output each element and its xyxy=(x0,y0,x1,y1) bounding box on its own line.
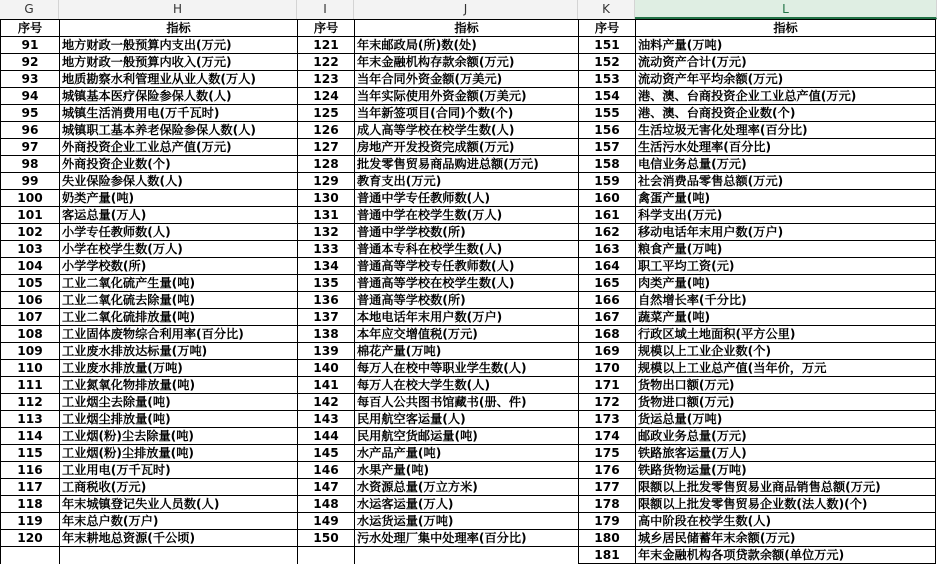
cell-k[interactable]: 158 xyxy=(579,156,636,173)
cell-l[interactable]: 铁路旅客运量(万人) xyxy=(636,445,936,462)
cell-k[interactable]: 167 xyxy=(579,309,636,326)
cell-j[interactable]: 棉花产量(万吨) xyxy=(355,343,579,360)
cell-g[interactable]: 103 xyxy=(1,241,60,258)
cell-l[interactable]: 自然增长率(千分比) xyxy=(636,292,936,309)
cell-h[interactable]: 工业二氧化硫去除量(吨) xyxy=(60,292,298,309)
table-row xyxy=(1,326,936,343)
cell-l[interactable]: 限额以上批发零售贸易业商品销售总额(万元) xyxy=(636,479,936,496)
cell-i[interactable]: 138 xyxy=(298,326,355,343)
cell-g[interactable]: 95 xyxy=(1,105,60,122)
cell-g[interactable]: 91 xyxy=(1,37,60,54)
cell-j[interactable]: 普通本专科在校学生数(人) xyxy=(355,241,579,258)
cell-g[interactable]: 107 xyxy=(1,309,60,326)
cell-g[interactable]: 110 xyxy=(1,360,60,377)
table-row xyxy=(1,71,936,88)
table-row xyxy=(1,428,936,445)
empty-cell-g[interactable] xyxy=(1,547,60,564)
cell-i[interactable]: 121 xyxy=(298,37,355,54)
cell-k[interactable]: 162 xyxy=(579,224,636,241)
cell-h[interactable]: 工业烟(粉)尘排放量(吨) xyxy=(60,445,298,462)
column-header-i[interactable]: I xyxy=(297,0,354,19)
cell-l[interactable]: 禽蛋产量(吨) xyxy=(636,190,936,207)
cell-l[interactable]: 货物进口额(万元) xyxy=(636,394,936,411)
cell-i[interactable]: 146 xyxy=(298,462,355,479)
column-header-l[interactable]: L xyxy=(635,0,937,19)
cell-j[interactable]: 水运货运量(万吨) xyxy=(355,513,579,530)
cell-i[interactable]: 147 xyxy=(298,479,355,496)
cell-l[interactable]: 港、澳、台商投资企业数(个) xyxy=(636,105,936,122)
cell-g[interactable]: 101 xyxy=(1,207,60,224)
cell-j[interactable]: 水运客运量(万人) xyxy=(355,496,579,513)
cell-g[interactable]: 105 xyxy=(1,275,60,292)
cell-h[interactable]: 年末城镇登记失业人员数(人) xyxy=(60,496,298,513)
table-row xyxy=(1,207,936,224)
cell-h[interactable]: 小学专任教师数(人) xyxy=(60,224,298,241)
header-cell-g[interactable]: 序号 xyxy=(1,20,60,37)
cell-g[interactable]: 117 xyxy=(1,479,60,496)
cell-l[interactable]: 城乡居民储蓄年末余额(万元) xyxy=(636,530,936,547)
cell-h[interactable]: 小学在校学生数(万人) xyxy=(60,241,298,258)
table-row xyxy=(1,479,936,496)
cell-h[interactable]: 工业烟(粉)尘去除量(吨) xyxy=(60,428,298,445)
cell-k[interactable]: 178 xyxy=(579,496,636,513)
cell-j[interactable]: 房地产开发投资完成额(万元) xyxy=(355,139,579,156)
cell-g[interactable]: 92 xyxy=(1,54,60,71)
cell-l[interactable]: 油料产量(万吨) xyxy=(636,37,936,54)
cell-i[interactable]: 129 xyxy=(298,173,355,190)
cell-j[interactable]: 每百人公共图书馆藏书(册、件) xyxy=(355,394,579,411)
column-header-bar xyxy=(0,0,937,20)
cell-h[interactable]: 外商投资企业数(个) xyxy=(60,156,298,173)
cell-i[interactable]: 124 xyxy=(298,88,355,105)
table-row xyxy=(1,343,936,360)
cell-h[interactable]: 地质勘察水利管理业从业人数(万人) xyxy=(60,71,298,88)
cell-g[interactable]: 94 xyxy=(1,88,60,105)
cell-k[interactable]: 159 xyxy=(579,173,636,190)
cell-k[interactable]: 160 xyxy=(579,190,636,207)
table-row xyxy=(1,139,936,156)
cell-k[interactable]: 152 xyxy=(579,54,636,71)
cell-g[interactable]: 102 xyxy=(1,224,60,241)
cell-k[interactable]: 175 xyxy=(579,445,636,462)
cell-h[interactable]: 年末总户数(万户) xyxy=(60,513,298,530)
cell-j[interactable]: 当年新签项目(合同)个数(个) xyxy=(355,105,579,122)
cell-i[interactable]: 130 xyxy=(298,190,355,207)
cell-k[interactable]: 177 xyxy=(579,479,636,496)
table-row xyxy=(1,88,936,105)
cell-l[interactable]: 生活污水处理率(百分比) xyxy=(636,139,936,156)
column-header-k[interactable]: K xyxy=(578,0,635,19)
table-row xyxy=(1,122,936,139)
cell-i[interactable]: 128 xyxy=(298,156,355,173)
cell-g[interactable]: 99 xyxy=(1,173,60,190)
cell-k[interactable]: 153 xyxy=(579,71,636,88)
cell-l[interactable]: 流动资产合计(万元) xyxy=(636,54,936,71)
cell-i[interactable]: 123 xyxy=(298,71,355,88)
cell-l[interactable]: 港、澳、台商投资企业工业总产值(万元) xyxy=(636,88,936,105)
cell-h[interactable]: 工业废水排放达标量(万吨) xyxy=(60,343,298,360)
cell-i[interactable]: 137 xyxy=(298,309,355,326)
table-row xyxy=(1,275,936,292)
table-row xyxy=(1,445,936,462)
cell-l[interactable]: 肉类产量(吨) xyxy=(636,275,936,292)
table-row xyxy=(1,292,936,309)
cell-h[interactable]: 工业固体废物综合利用率(百分比) xyxy=(60,326,298,343)
cell-g[interactable]: 96 xyxy=(1,122,60,139)
table-row xyxy=(1,309,936,326)
cell-g[interactable]: 120 xyxy=(1,530,60,547)
table-row xyxy=(1,105,936,122)
table-row xyxy=(1,37,936,54)
cell-k[interactable]: 168 xyxy=(579,326,636,343)
cell-l[interactable]: 职工平均工资(元) xyxy=(636,258,936,275)
cell-i[interactable]: 122 xyxy=(298,54,355,71)
cell-i[interactable]: 135 xyxy=(298,275,355,292)
cell-l[interactable]: 铁路货物运量(万吨) xyxy=(636,462,936,479)
cell-g[interactable]: 93 xyxy=(1,71,60,88)
cell-j[interactable]: 普通中学在校学生数(万人) xyxy=(355,207,579,224)
cell-g[interactable]: 114 xyxy=(1,428,60,445)
cell-h[interactable]: 工业废水排放量(万吨) xyxy=(60,360,298,377)
cell-h[interactable]: 工业用电(万千瓦时) xyxy=(60,462,298,479)
table-row xyxy=(1,190,936,207)
header-cell-i[interactable]: 序号 xyxy=(298,20,355,37)
cell-i[interactable]: 126 xyxy=(298,122,355,139)
cell-i[interactable]: 150 xyxy=(298,530,355,547)
cell-i[interactable]: 133 xyxy=(298,241,355,258)
cell-i[interactable]: 134 xyxy=(298,258,355,275)
table-row-extra xyxy=(1,547,936,564)
cell-i[interactable]: 143 xyxy=(298,411,355,428)
cell-i[interactable]: 127 xyxy=(298,139,355,156)
cell-k[interactable]: 163 xyxy=(579,241,636,258)
data-table xyxy=(0,19,936,564)
cell-g[interactable]: 109 xyxy=(1,343,60,360)
cell-j[interactable]: 年末邮政局(所)数(处) xyxy=(355,37,579,54)
cell-k[interactable]: 161 xyxy=(579,207,636,224)
cell-i[interactable]: 125 xyxy=(298,105,355,122)
cell-j[interactable]: 批发零售贸易商品购进总额(万元) xyxy=(355,156,579,173)
cell-j[interactable]: 污水处理厂集中处理率(百分比) xyxy=(355,530,579,547)
cell-j[interactable]: 普通高等学校数(所) xyxy=(355,292,579,309)
column-header-g[interactable]: G xyxy=(0,0,59,19)
cell-k[interactable]: 154 xyxy=(579,88,636,105)
cell-j[interactable]: 本地电话年末用户数(万户) xyxy=(355,309,579,326)
cell-l[interactable]: 科学支出(万元) xyxy=(636,207,936,224)
table-row xyxy=(1,496,936,513)
cell-h[interactable]: 地方财政一般预算内支出(万元) xyxy=(60,37,298,54)
cell-k[interactable]: 151 xyxy=(579,37,636,54)
cell-h[interactable]: 工业二氧化硫排放量(吨) xyxy=(60,309,298,326)
cell-l[interactable]: 规模以上工业总产值(当年价，万元 xyxy=(636,360,936,377)
cell-k[interactable]: 171 xyxy=(579,377,636,394)
empty-cell-i[interactable] xyxy=(298,547,355,564)
cell-j[interactable]: 民用航空客运量(人) xyxy=(355,411,579,428)
cell-j[interactable]: 当年实际使用外资金额(万美元) xyxy=(355,88,579,105)
cell-h[interactable]: 工商税收(万元) xyxy=(60,479,298,496)
header-cell-l[interactable]: 指标 xyxy=(636,20,936,37)
header-cell-h[interactable]: 指标 xyxy=(60,20,298,37)
cell-h[interactable]: 工业烟尘去除量(吨) xyxy=(60,394,298,411)
cell-h[interactable]: 工业烟尘排放量(吨) xyxy=(60,411,298,428)
cell-k[interactable]: 164 xyxy=(579,258,636,275)
cell-h[interactable]: 地方财政一般预算内收入(万元) xyxy=(60,54,298,71)
cell-k[interactable]: 157 xyxy=(579,139,636,156)
cell-j[interactable]: 普通高等学校在校学生数(人) xyxy=(355,275,579,292)
cell-l[interactable]: 高中阶段在校学生数(人) xyxy=(636,513,936,530)
cell-l[interactable]: 蔬菜产量(吨) xyxy=(636,309,936,326)
table-row xyxy=(1,258,936,275)
cell-i[interactable]: 140 xyxy=(298,360,355,377)
cell-g[interactable]: 98 xyxy=(1,156,60,173)
cell-g[interactable]: 115 xyxy=(1,445,60,462)
table-row xyxy=(1,54,936,71)
cell-j[interactable]: 本年应交增值税(万元) xyxy=(355,326,579,343)
cell-i[interactable]: 142 xyxy=(298,394,355,411)
cell-k[interactable]: 169 xyxy=(579,343,636,360)
cell-h[interactable]: 工业二氧化硫产生量(吨) xyxy=(60,275,298,292)
cell-g[interactable]: 106 xyxy=(1,292,60,309)
cell-g[interactable]: 111 xyxy=(1,377,60,394)
cell-j[interactable]: 普通中学专任教师数(人) xyxy=(355,190,579,207)
cell-g[interactable]: 116 xyxy=(1,462,60,479)
cell-l[interactable]: 行政区域土地面积(平方公里) xyxy=(636,326,936,343)
cell-j[interactable]: 每万人在校中等职业学生数(人) xyxy=(355,360,579,377)
cell-i[interactable]: 131 xyxy=(298,207,355,224)
cell-g[interactable]: 119 xyxy=(1,513,60,530)
cell-h[interactable]: 城镇基本医疗保险参保人数(人) xyxy=(60,88,298,105)
cell-i[interactable]: 136 xyxy=(298,292,355,309)
cell-j[interactable]: 成人高等学校在校学生数(人) xyxy=(355,122,579,139)
table-row xyxy=(1,173,936,190)
cell-l[interactable]: 货物出口额(万元) xyxy=(636,377,936,394)
table-row xyxy=(1,224,936,241)
cell-j[interactable]: 民用航空货邮运量(吨) xyxy=(355,428,579,445)
cell-k[interactable]: 165 xyxy=(579,275,636,292)
cell-l[interactable]: 限额以上批发零售贸易企业数(法人数)(个) xyxy=(636,496,936,513)
cell-j[interactable]: 水产品产量(吨) xyxy=(355,445,579,462)
cell-j[interactable]: 教育支出(万元) xyxy=(355,173,579,190)
table-row xyxy=(1,360,936,377)
cell-j[interactable]: 每万人在校大学生数(人) xyxy=(355,377,579,394)
column-header-j[interactable]: J xyxy=(354,0,578,19)
cell-l[interactable]: 电信业务总量(万元) xyxy=(636,156,936,173)
cell-k[interactable]: 180 xyxy=(579,530,636,547)
cell-j[interactable]: 年末金融机构存款余额(万元) xyxy=(355,54,579,71)
cell-k[interactable]: 155 xyxy=(579,105,636,122)
cell-k[interactable]: 181 xyxy=(579,547,636,564)
cell-j[interactable]: 水果产量(吨) xyxy=(355,462,579,479)
cell-l[interactable]: 流动资产年平均余额(万元) xyxy=(636,71,936,88)
cell-l[interactable]: 生活垃圾无害化处理率(百分比) xyxy=(636,122,936,139)
cell-k[interactable]: 176 xyxy=(579,462,636,479)
cell-j[interactable]: 普通高等学校专任教师数(人) xyxy=(355,258,579,275)
cell-k[interactable]: 172 xyxy=(579,394,636,411)
cell-h[interactable]: 失业保险参保人数(人) xyxy=(60,173,298,190)
cell-i[interactable]: 148 xyxy=(298,496,355,513)
cell-l[interactable]: 社会消费品零售总额(万元) xyxy=(636,173,936,190)
cell-k[interactable]: 156 xyxy=(579,122,636,139)
table-row xyxy=(1,394,936,411)
cell-l[interactable]: 邮政业务总量(万元) xyxy=(636,428,936,445)
cell-j[interactable]: 普通中学学校数(所) xyxy=(355,224,579,241)
empty-cell-j[interactable] xyxy=(355,547,579,564)
cell-l[interactable]: 移动电话年末用户数(万户) xyxy=(636,224,936,241)
cell-l[interactable]: 规模以上工业企业数(个) xyxy=(636,343,936,360)
table-row xyxy=(1,241,936,258)
header-cell-j[interactable]: 指标 xyxy=(355,20,579,37)
cell-i[interactable]: 145 xyxy=(298,445,355,462)
table-row xyxy=(1,377,936,394)
cell-g[interactable]: 100 xyxy=(1,190,60,207)
cell-k[interactable]: 174 xyxy=(579,428,636,445)
table-row xyxy=(1,513,936,530)
column-header-h[interactable]: H xyxy=(59,0,297,19)
table-row xyxy=(1,156,936,173)
cell-h[interactable]: 城镇职工基本养老保险参保人数(人) xyxy=(60,122,298,139)
cell-k[interactable]: 179 xyxy=(579,513,636,530)
cell-i[interactable]: 144 xyxy=(298,428,355,445)
header-row xyxy=(1,20,936,37)
cell-h[interactable]: 奶类产量(吨) xyxy=(60,190,298,207)
cell-l[interactable]: 年末金融机构各项贷款余额(单位万元) xyxy=(636,547,936,564)
table-row xyxy=(1,462,936,479)
cell-g[interactable]: 97 xyxy=(1,139,60,156)
header-cell-k[interactable]: 序号 xyxy=(579,20,636,37)
cell-g[interactable]: 112 xyxy=(1,394,60,411)
cell-g[interactable]: 108 xyxy=(1,326,60,343)
table-row xyxy=(1,530,936,547)
cell-k[interactable]: 166 xyxy=(579,292,636,309)
cell-i[interactable]: 149 xyxy=(298,513,355,530)
cell-i[interactable]: 141 xyxy=(298,377,355,394)
cell-k[interactable]: 173 xyxy=(579,411,636,428)
cell-h[interactable]: 外商投资企业工业总产值(万元) xyxy=(60,139,298,156)
cell-g[interactable]: 113 xyxy=(1,411,60,428)
cell-j[interactable]: 当年合同外资金额(万美元) xyxy=(355,71,579,88)
cell-h[interactable]: 工业氮氧化物排放量(吨) xyxy=(60,377,298,394)
cell-j[interactable]: 水资源总量(万立方米) xyxy=(355,479,579,496)
table-row xyxy=(1,411,936,428)
cell-i[interactable]: 139 xyxy=(298,343,355,360)
cell-l[interactable]: 粮食产量(万吨) xyxy=(636,241,936,258)
empty-cell-h[interactable] xyxy=(60,547,298,564)
cell-h[interactable]: 客运总量(万人) xyxy=(60,207,298,224)
cell-i[interactable]: 132 xyxy=(298,224,355,241)
cell-g[interactable]: 104 xyxy=(1,258,60,275)
cell-h[interactable]: 小学学校数(所) xyxy=(60,258,298,275)
cell-h[interactable]: 城镇生活消费用电(万千瓦时) xyxy=(60,105,298,122)
cell-l[interactable]: 货运总量(万吨) xyxy=(636,411,936,428)
cell-k[interactable]: 170 xyxy=(579,360,636,377)
cell-h[interactable]: 年末耕地总资源(千公顷) xyxy=(60,530,298,547)
cell-g[interactable]: 118 xyxy=(1,496,60,513)
